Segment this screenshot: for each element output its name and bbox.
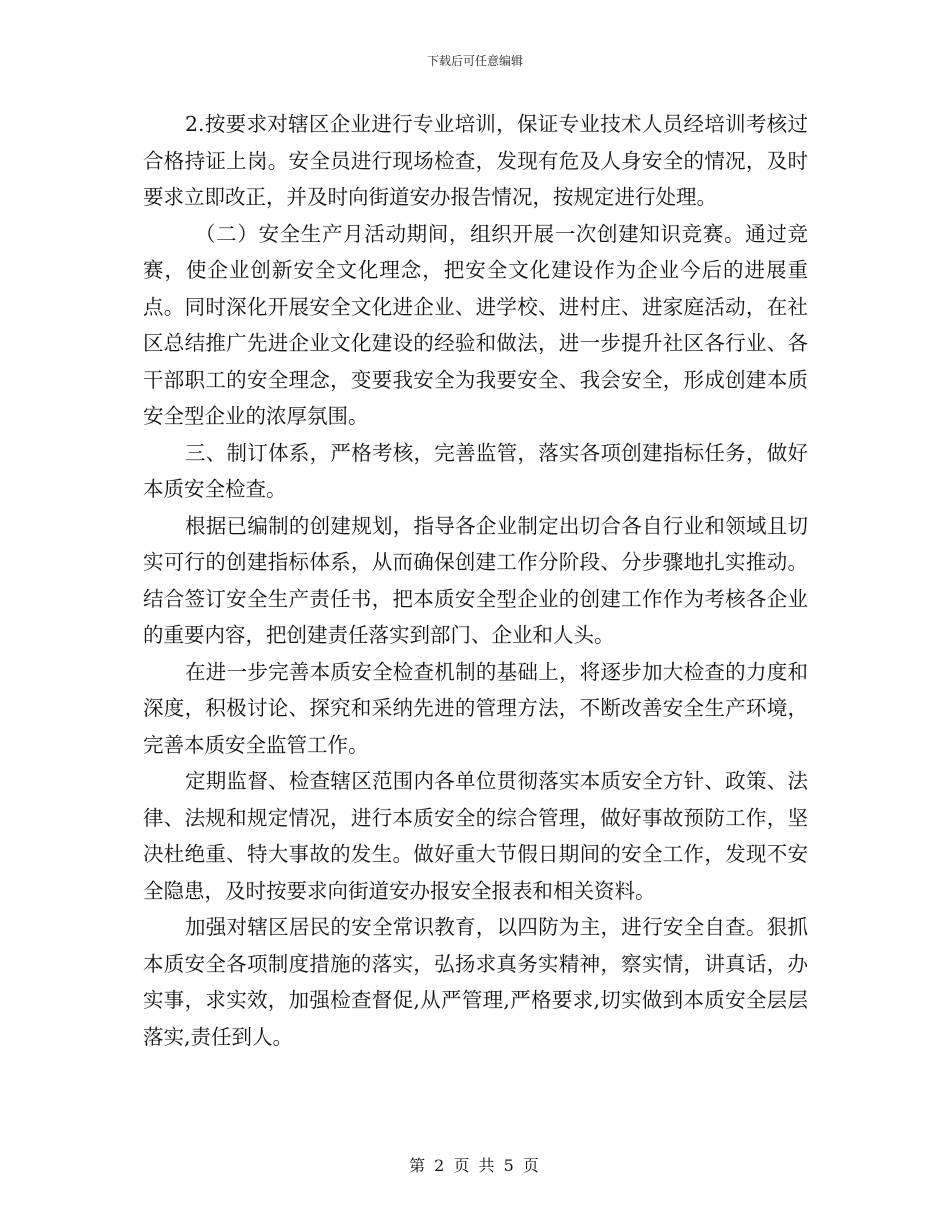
paragraph-supervision: 定期监督、检查辖区范围内各单位贯彻落实本质安全方针、政策、法律、法规和规定情况，进行本质安全的综合管理，做好事故预防工作，坚决杜绝重、特大事故的发生。做好重大节假日期间的安全工作，发现不安全隐患，及时按要求向街道安办报安全报表和相关资料。 (143, 769, 808, 903)
section-heading-three: 三、制订体系，严格考核，完善监管，落实各项创建指标任务，做好本质安全检查。 (143, 440, 808, 501)
page-footer: 第 2 页 共 5 页 (409, 1156, 541, 1175)
paragraph-inspection: 在进一步完善本质安全检查机制的基础上，将逐步加大检查的力度和深度，积极讨论、探究和采纳先进的管理方法，不断改善安全生产环境，完善本质安全监管工作。 (143, 659, 808, 757)
paragraph-planning: 根据已编制的创建规划，指导各企业制定出切合各自行业和领域且切实可行的创建指标体系，从而确保创建工作分阶段、分步骤地扎实推动。结合签订安全生产责任书，把本质安全型企业的创建工作作为考核各企业的重要内容，把创建责任落实到部门、企业和人头。 (143, 513, 808, 647)
document-body (143, 106, 808, 1055)
paragraph-training: 2.按要求对辖区企业进行专业培训，保证专业技术人员经培训考核过合格持证上岗。安全员进行现场检查，发现有危及人身安全的情况，及时要求立即改正，并及时向街道安办报告情况，按规定进行处理。 (143, 112, 808, 209)
paragraph-safety-month: （二）安全生产月活动期间，组织开展一次创建知识竞赛。通过竞赛，使企业创新安全文化理念，把安全文化建设作为企业今后的进展重点。同时深化开展安全文化进企业、进学校、进村庄、进家庭活动，在社区总结推广先进企业文化建设的经验和做法，进一步提升社区各行业、各干部职工的安全理念，变要我安全为我要安全、我会安全，形成创建本质安全型企业的浓厚氛围。 (143, 221, 808, 428)
paragraph-education: 加强对辖区居民的安全常识教育，以四防为主，进行安全自查。狠抓本质安全各项制度措施的落实，弘扬求真务实精神，察实情，讲真话，办实事，求实效，加强检查督促,从严管理,严格要求,切实做到本质安全层层落实,责任到人。 (143, 915, 808, 1049)
page-header: 下载后可任意编辑 (426, 54, 523, 68)
